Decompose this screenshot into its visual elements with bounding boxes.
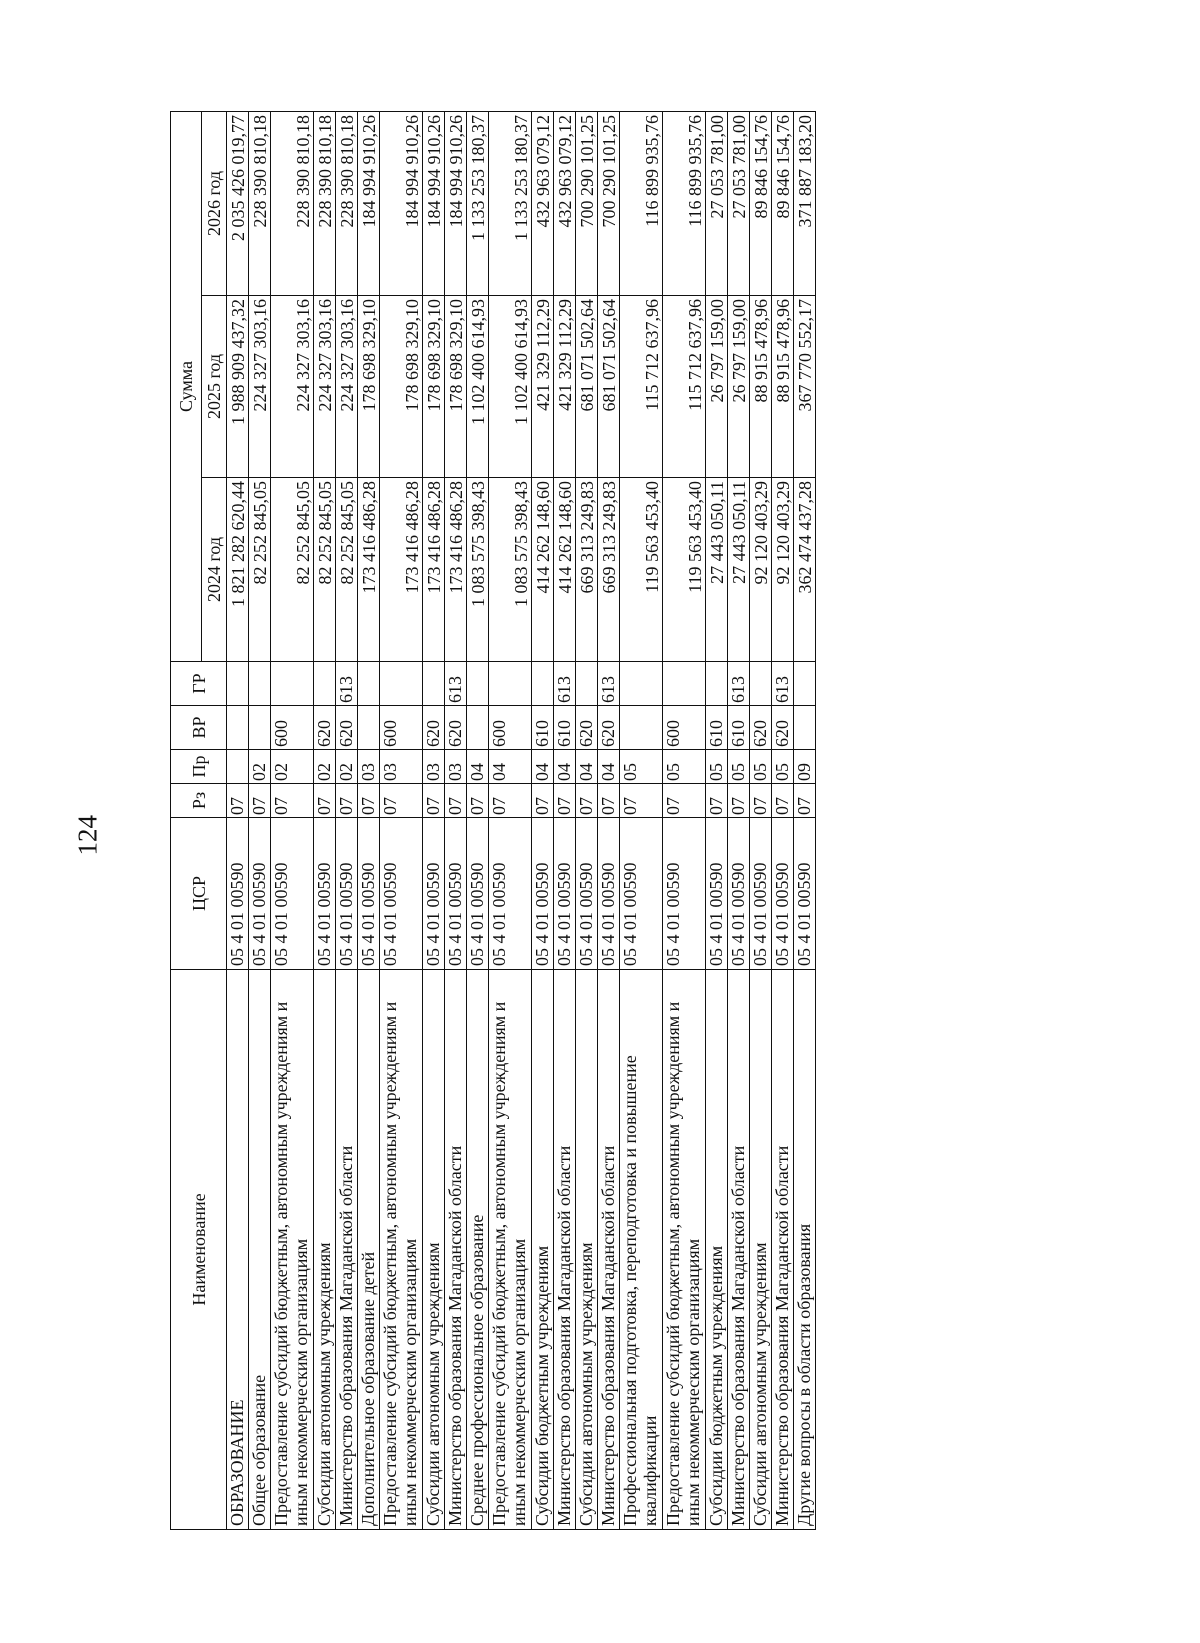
row-vr: 620 xyxy=(576,706,598,750)
row-gr xyxy=(227,662,249,706)
row-rz: 07 xyxy=(423,784,445,818)
row-name: Министерство образования Магаданской области xyxy=(772,970,794,1530)
row-2025: 1 102 400 614,93 xyxy=(467,296,489,478)
row-name: Министерство образования Магаданской области xyxy=(445,970,467,1530)
row-pr: 02 xyxy=(249,750,271,784)
row-pr: 05 xyxy=(663,750,706,784)
header-2024: 2024 год xyxy=(202,478,227,662)
row-gr xyxy=(423,662,445,706)
row-2025: 178 698 329,10 xyxy=(423,296,445,478)
row-vr: 620 xyxy=(423,706,445,750)
row-2025: 681 071 502,64 xyxy=(598,296,620,478)
row-gr xyxy=(576,662,598,706)
row-csr: 05 4 01 00590 xyxy=(423,818,445,970)
row-2024: 82 252 845,05 xyxy=(249,478,271,662)
row-name: Субсидии бюджетным учреждениям xyxy=(706,970,728,1530)
row-name: Министерство образования Магаданской области xyxy=(554,970,576,1530)
row-pr: 04 xyxy=(598,750,620,784)
row-vr: 610 xyxy=(706,706,728,750)
row-2025: 88 915 478,96 xyxy=(750,296,772,478)
row-2026: 228 390 810,18 xyxy=(336,111,358,295)
row-2026: 228 390 810,18 xyxy=(271,111,314,295)
row-2024: 173 416 486,28 xyxy=(358,478,380,662)
row-gr xyxy=(750,662,772,706)
table-row xyxy=(423,111,445,1529)
row-csr: 05 4 01 00590 xyxy=(532,818,554,970)
row-2025: 26 797 159,00 xyxy=(706,296,728,478)
row-vr: 620 xyxy=(445,706,467,750)
row-name: Субсидии автономным учреждениям xyxy=(314,970,336,1530)
row-csr: 05 4 01 00590 xyxy=(706,818,728,970)
row-name: Дополнительное образование детей xyxy=(358,970,380,1530)
row-rz: 07 xyxy=(772,784,794,818)
table-row xyxy=(772,111,794,1529)
row-vr: 610 xyxy=(532,706,554,750)
row-2025: 88 915 478,96 xyxy=(772,296,794,478)
row-2026: 1 133 253 180,37 xyxy=(489,111,532,295)
row-2026: 27 053 781,00 xyxy=(706,111,728,295)
row-2025: 224 327 303,16 xyxy=(271,296,314,478)
row-2025: 178 698 329,10 xyxy=(380,296,423,478)
row-name: Субсидии автономным учреждениям xyxy=(750,970,772,1530)
table-row xyxy=(794,111,816,1529)
row-csr: 05 4 01 00590 xyxy=(598,818,620,970)
row-name: Субсидии автономным учреждениям xyxy=(423,970,445,1530)
row-2026: 700 290 101,25 xyxy=(576,111,598,295)
row-pr: 03 xyxy=(423,750,445,784)
page-number: 124 xyxy=(72,815,103,856)
row-pr: 04 xyxy=(554,750,576,784)
row-gr xyxy=(794,662,816,706)
row-gr: 613 xyxy=(445,662,467,706)
row-rz: 07 xyxy=(445,784,467,818)
row-2026: 184 994 910,26 xyxy=(358,111,380,295)
table-row xyxy=(467,111,489,1529)
row-gr xyxy=(358,662,380,706)
row-pr: 05 xyxy=(750,750,772,784)
row-rz: 07 xyxy=(554,784,576,818)
row-csr: 05 4 01 00590 xyxy=(358,818,380,970)
table-row xyxy=(554,111,576,1529)
row-pr: 03 xyxy=(380,750,423,784)
row-2026: 371 887 183,20 xyxy=(794,111,816,295)
row-csr: 05 4 01 00590 xyxy=(380,818,423,970)
row-vr: 600 xyxy=(663,706,706,750)
row-rz: 07 xyxy=(728,784,750,818)
table-row xyxy=(663,111,706,1529)
row-csr: 05 4 01 00590 xyxy=(728,818,750,970)
table-row xyxy=(489,111,532,1529)
row-2026: 184 994 910,26 xyxy=(380,111,423,295)
row-2025: 224 327 303,16 xyxy=(314,296,336,478)
table-row xyxy=(620,111,663,1529)
header-2026: 2026 год xyxy=(202,111,227,295)
row-gr xyxy=(314,662,336,706)
row-gr: 613 xyxy=(554,662,576,706)
row-pr: 02 xyxy=(314,750,336,784)
row-gr xyxy=(271,662,314,706)
row-2025: 1 988 909 437,32 xyxy=(227,296,249,478)
row-name: Другие вопросы в области образования xyxy=(794,970,816,1530)
row-pr: 05 xyxy=(620,750,663,784)
row-pr: 02 xyxy=(271,750,314,784)
row-gr xyxy=(467,662,489,706)
row-pr: 03 xyxy=(445,750,467,784)
row-vr: 620 xyxy=(750,706,772,750)
table-row xyxy=(728,111,750,1529)
table-row xyxy=(706,111,728,1529)
row-vr xyxy=(620,706,663,750)
row-2025: 224 327 303,16 xyxy=(336,296,358,478)
row-2024: 669 313 249,83 xyxy=(598,478,620,662)
row-rz: 07 xyxy=(663,784,706,818)
row-csr: 05 4 01 00590 xyxy=(576,818,598,970)
header-csr: ЦСР xyxy=(171,818,227,970)
row-pr: 04 xyxy=(576,750,598,784)
row-name: Среднее профессиональное образование xyxy=(467,970,489,1530)
row-rz: 07 xyxy=(380,784,423,818)
row-csr: 05 4 01 00590 xyxy=(554,818,576,970)
row-2024: 82 252 845,05 xyxy=(271,478,314,662)
row-rz: 07 xyxy=(598,784,620,818)
row-rz: 07 xyxy=(750,784,772,818)
row-vr: 600 xyxy=(271,706,314,750)
row-2025: 178 698 329,10 xyxy=(445,296,467,478)
row-2024: 173 416 486,28 xyxy=(445,478,467,662)
row-rz: 07 xyxy=(227,784,249,818)
header-pr: Пр xyxy=(171,750,227,784)
row-vr: 600 xyxy=(489,706,532,750)
row-csr: 05 4 01 00590 xyxy=(445,818,467,970)
row-name: Субсидии бюджетным учреждениям xyxy=(532,970,554,1530)
row-gr xyxy=(532,662,554,706)
table-row xyxy=(336,111,358,1529)
row-gr: 613 xyxy=(728,662,750,706)
row-vr xyxy=(249,706,271,750)
row-vr: 610 xyxy=(554,706,576,750)
row-csr: 05 4 01 00590 xyxy=(227,818,249,970)
row-name: Предоставление субсидий бюджетным, автономным учреждениям и иным некоммерческим организациям xyxy=(489,970,532,1530)
row-rz: 07 xyxy=(620,784,663,818)
row-2026: 116 899 935,76 xyxy=(663,111,706,295)
row-gr: 613 xyxy=(772,662,794,706)
row-2025: 115 712 637,96 xyxy=(620,296,663,478)
row-rz: 07 xyxy=(794,784,816,818)
row-name: Предоставление субсидий бюджетным, автономным учреждениям и иным некоммерческим организациям xyxy=(271,970,314,1530)
row-2026: 228 390 810,18 xyxy=(314,111,336,295)
header-vr: ВР xyxy=(171,706,227,750)
table-row xyxy=(227,111,249,1529)
row-rz: 07 xyxy=(249,784,271,818)
row-pr: 04 xyxy=(467,750,489,784)
header-rz: Рз xyxy=(171,784,227,818)
row-name: Министерство образования Магаданской области xyxy=(336,970,358,1530)
row-2026: 1 133 253 180,37 xyxy=(467,111,489,295)
row-name: ОБРАЗОВАНИЕ xyxy=(227,970,249,1530)
row-csr: 05 4 01 00590 xyxy=(663,818,706,970)
table-row xyxy=(358,111,380,1529)
row-name: Предоставление субсидий бюджетным, автономным учреждениям и иным некоммерческим организациям xyxy=(380,970,423,1530)
row-2024: 1 083 575 398,43 xyxy=(489,478,532,662)
row-gr xyxy=(249,662,271,706)
row-name: Предоставление субсидий бюджетным, автономным учреждениям и иным некоммерческим организациям xyxy=(663,970,706,1530)
table-row xyxy=(445,111,467,1529)
row-rz: 07 xyxy=(467,784,489,818)
row-2024: 414 262 148,60 xyxy=(532,478,554,662)
row-2025: 115 712 637,96 xyxy=(663,296,706,478)
row-pr: 05 xyxy=(706,750,728,784)
row-pr: 05 xyxy=(728,750,750,784)
row-2026: 432 963 079,12 xyxy=(532,111,554,295)
row-csr: 05 4 01 00590 xyxy=(489,818,532,970)
header-gr: ГР xyxy=(171,662,227,706)
row-rz: 07 xyxy=(532,784,554,818)
row-csr: 05 4 01 00590 xyxy=(314,818,336,970)
row-vr: 610 xyxy=(728,706,750,750)
row-2026: 184 994 910,26 xyxy=(445,111,467,295)
row-gr xyxy=(620,662,663,706)
table-row xyxy=(750,111,772,1529)
budget-table-container xyxy=(170,112,986,1530)
row-2025: 178 698 329,10 xyxy=(358,296,380,478)
row-2024: 92 120 403,29 xyxy=(772,478,794,662)
row-gr xyxy=(706,662,728,706)
row-vr: 620 xyxy=(336,706,358,750)
row-pr xyxy=(227,750,249,784)
budget-table xyxy=(170,111,816,1530)
row-2026: 116 899 935,76 xyxy=(620,111,663,295)
row-gr: 613 xyxy=(336,662,358,706)
row-2025: 421 329 112,29 xyxy=(532,296,554,478)
row-2026: 27 053 781,00 xyxy=(728,111,750,295)
row-2024: 119 563 453,40 xyxy=(620,478,663,662)
row-pr: 09 xyxy=(794,750,816,784)
row-rz: 07 xyxy=(489,784,532,818)
row-rz: 07 xyxy=(271,784,314,818)
table-row xyxy=(249,111,271,1529)
row-csr: 05 4 01 00590 xyxy=(772,818,794,970)
row-csr: 05 4 01 00590 xyxy=(620,818,663,970)
row-rz: 07 xyxy=(336,784,358,818)
row-2024: 27 443 050,11 xyxy=(728,478,750,662)
row-pr: 02 xyxy=(336,750,358,784)
header-2025: 2025 год xyxy=(202,296,227,478)
row-gr xyxy=(380,662,423,706)
row-gr: 613 xyxy=(598,662,620,706)
table-row xyxy=(576,111,598,1529)
row-2026: 2 035 426 019,77 xyxy=(227,111,249,295)
row-name: Субсидии автономным учреждениям xyxy=(576,970,598,1530)
row-2024: 173 416 486,28 xyxy=(423,478,445,662)
row-2024: 173 416 486,28 xyxy=(380,478,423,662)
row-2025: 26 797 159,00 xyxy=(728,296,750,478)
row-2025: 367 770 552,17 xyxy=(794,296,816,478)
row-vr xyxy=(794,706,816,750)
table-row xyxy=(532,111,554,1529)
row-name: Министерство образования Магаданской области xyxy=(728,970,750,1530)
row-2024: 92 120 403,29 xyxy=(750,478,772,662)
row-2024: 362 474 437,28 xyxy=(794,478,816,662)
row-pr: 04 xyxy=(489,750,532,784)
row-pr: 05 xyxy=(772,750,794,784)
row-2024: 669 313 249,83 xyxy=(576,478,598,662)
table-row xyxy=(271,111,314,1529)
table-row xyxy=(380,111,423,1529)
row-name: Общее образование xyxy=(249,970,271,1530)
row-vr: 620 xyxy=(598,706,620,750)
row-csr: 05 4 01 00590 xyxy=(750,818,772,970)
row-vr: 620 xyxy=(772,706,794,750)
row-2024: 27 443 050,11 xyxy=(706,478,728,662)
row-2025: 421 329 112,29 xyxy=(554,296,576,478)
table-row xyxy=(598,111,620,1529)
row-rz: 07 xyxy=(576,784,598,818)
row-csr: 05 4 01 00590 xyxy=(249,818,271,970)
row-gr xyxy=(663,662,706,706)
row-2026: 228 390 810,18 xyxy=(249,111,271,295)
row-rz: 07 xyxy=(314,784,336,818)
row-2024: 82 252 845,05 xyxy=(336,478,358,662)
row-2024: 1 083 575 398,43 xyxy=(467,478,489,662)
row-2025: 1 102 400 614,93 xyxy=(489,296,532,478)
row-gr xyxy=(489,662,532,706)
row-2025: 681 071 502,64 xyxy=(576,296,598,478)
row-csr: 05 4 01 00590 xyxy=(467,818,489,970)
row-csr: 05 4 01 00590 xyxy=(271,818,314,970)
row-vr: 600 xyxy=(380,706,423,750)
row-2026: 700 290 101,25 xyxy=(598,111,620,295)
row-2024: 82 252 845,05 xyxy=(314,478,336,662)
row-2024: 414 262 148,60 xyxy=(554,478,576,662)
row-pr: 04 xyxy=(532,750,554,784)
row-rz: 07 xyxy=(706,784,728,818)
row-vr xyxy=(227,706,249,750)
row-vr xyxy=(358,706,380,750)
row-2026: 89 846 154,76 xyxy=(750,111,772,295)
row-2026: 184 994 910,26 xyxy=(423,111,445,295)
table-row xyxy=(314,111,336,1529)
row-2026: 89 846 154,76 xyxy=(772,111,794,295)
row-csr: 05 4 01 00590 xyxy=(336,818,358,970)
row-pr: 03 xyxy=(358,750,380,784)
row-csr: 05 4 01 00590 xyxy=(794,818,816,970)
row-2026: 432 963 079,12 xyxy=(554,111,576,295)
row-2024: 119 563 453,40 xyxy=(663,478,706,662)
row-vr: 620 xyxy=(314,706,336,750)
row-2024: 1 821 282 620,44 xyxy=(227,478,249,662)
header-name: Наименование xyxy=(171,970,227,1530)
row-name: Министерство образования Магаданской области xyxy=(598,970,620,1530)
row-vr xyxy=(467,706,489,750)
row-rz: 07 xyxy=(358,784,380,818)
row-name: Профессиональная подготовка, переподготовка и повышение квалификации xyxy=(620,970,663,1530)
header-sum: Сумма xyxy=(171,111,202,661)
row-2025: 224 327 303,16 xyxy=(249,296,271,478)
